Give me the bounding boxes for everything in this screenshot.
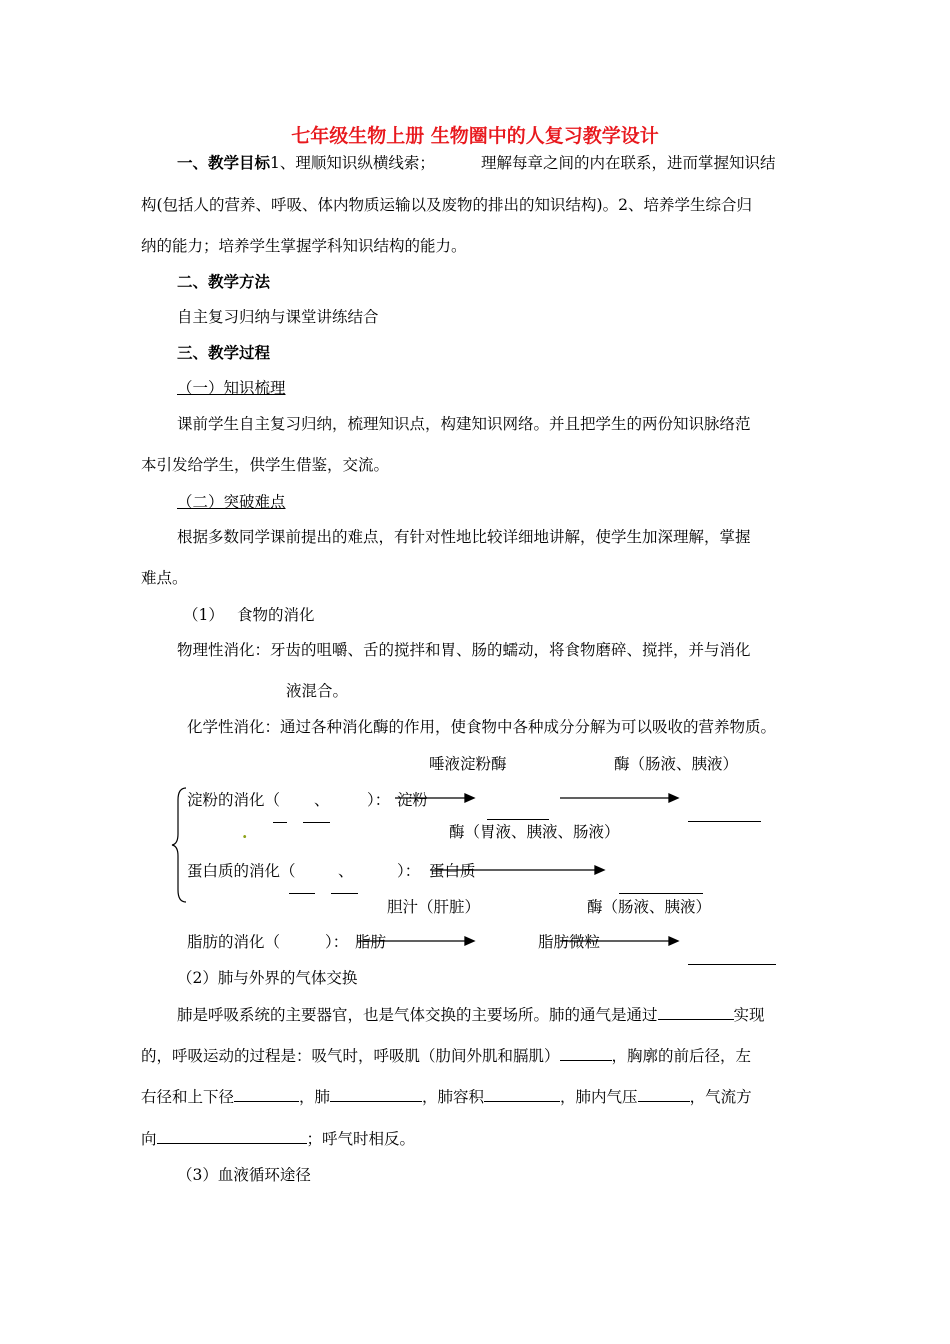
label-enzyme-gastric-pancreatic-intestinal: 酶（胃液、胰液、肠液）: [449, 823, 620, 841]
physical-digestion-text: 物理性消化：牙齿的咀嚼、舌的搅拌和胃、肠的蠕动，将食物磨碎、搅拌，并与消化: [177, 641, 751, 659]
lung-text-1b: 实现: [733, 1006, 765, 1024]
lung-text-1a: 肺是呼吸系统的主要器官，也是气体交换的主要场所。肺的通气是通过: [177, 1006, 658, 1024]
document-title: 七年级生物上册 生物圈中的人复习教学设计: [291, 125, 659, 147]
fat-product-blank: [688, 964, 776, 965]
method-text: 自主复习归纳与课堂讲练结合: [177, 308, 379, 326]
protein-blank-1: [289, 893, 315, 894]
physical-digestion-text-2: 液混合。: [286, 682, 349, 700]
starch-separator: 、: [314, 791, 330, 809]
lung-text-line1: [177, 1004, 765, 1025]
arrow-head-fat-2: [669, 937, 678, 945]
fat-word: 脂肪: [355, 933, 387, 951]
starch-label-end: ）：: [367, 791, 391, 809]
blank-muscle-state: [560, 1045, 612, 1061]
lung-text-2b: ，胸廓的前后径，左: [611, 1047, 752, 1065]
subheading-difficulty: （二）突破难点: [177, 493, 286, 511]
subheading-knowledge: （一）知识梳理: [177, 379, 286, 397]
protein-label-end: ）：: [397, 862, 421, 880]
lung-text-line2: [141, 1045, 751, 1066]
starch-label-text: 淀粉的消化（: [187, 791, 281, 809]
lung-text-2a: 的，呼吸运动的过程是：吸气时，呼吸肌（肋间外肌和膈肌）: [141, 1047, 560, 1065]
arrow-head-starch-1: [465, 794, 474, 802]
lung-text-4a: 向: [141, 1130, 157, 1148]
protein-blank-2: [331, 893, 358, 894]
starch-intermediate-blank: [487, 819, 549, 820]
arrow-head-starch-2: [669, 794, 678, 802]
lung-text-3d: ，肺内气压: [560, 1088, 638, 1106]
lung-text-line3: [141, 1086, 752, 1107]
difficulty-text-1: 根据多数同学课前提出的难点，有针对性地比较详细地讲解，使学生加深理解，掌握: [177, 528, 751, 546]
lung-heading: （2）肺与外界的气体交换: [177, 969, 358, 987]
protein-digestion-label: 蛋白质的消化（: [187, 862, 296, 880]
protein-separator: 、: [338, 862, 354, 880]
starch-product-blank: [688, 821, 761, 822]
lung-text-3a: 右径和上下径: [141, 1088, 235, 1106]
difficulty-text-2: 难点。: [141, 569, 188, 587]
lung-text-3b: ，肺: [299, 1088, 331, 1106]
blank-lung-volume: [484, 1086, 560, 1102]
lung-text-line4: [141, 1128, 415, 1149]
stray-dot: .: [242, 823, 248, 842]
objectives-text-3: 纳的能力；培养学生掌握学科知识结构的能力。: [141, 237, 467, 255]
method-heading: 二、教学方法: [177, 273, 271, 291]
fat-label-end: ）：: [325, 933, 349, 951]
process-heading: 三、教学过程: [177, 344, 271, 362]
label-saliva-amylase: 唾液淀粉酶: [429, 755, 507, 773]
blank-ventilation: [658, 1004, 734, 1020]
blank-airflow: [157, 1128, 307, 1144]
arrow-head-fat-1: [465, 937, 474, 945]
knowledge-text-1: 课前学生自主复习归纳，梳理知识点，构建知识网络。并且把学生的两份知识脉络范: [177, 415, 751, 433]
knowledge-text-2: 本引发给学生，供学生借鉴，交流。: [141, 456, 390, 474]
objectives-text-1b: 理解每章之间的内在联系，进而掌握知识结: [481, 154, 776, 172]
blank-diameter: [234, 1086, 299, 1102]
objectives-heading: 一、教学目标: [177, 154, 271, 172]
blood-circulation-heading: （3）血液循环途径: [177, 1166, 311, 1184]
protein-word: 蛋白质: [429, 862, 476, 880]
label-bile: 胆汁（肝脏）: [387, 898, 481, 916]
digestion-heading-num: （1）: [183, 606, 224, 624]
arrow-head-protein: [595, 866, 604, 874]
objectives-text-2: 构(包括人的营养、呼吸、体内物质运输以及废物的排出的知识结构)。2、培养学生综合归: [141, 196, 752, 214]
chemical-digestion-text: 化学性消化：通过各种消化酶的作用，使食物中各种成分分解为可以吸收的营养物质。: [187, 718, 777, 736]
label-enzyme-intestinal-pancreatic-2: 酶（肠液、胰液）: [587, 898, 712, 916]
blank-pressure: [638, 1086, 690, 1102]
objectives-text-1: 1、理顺知识纵横线索；: [270, 154, 435, 172]
blank-lung: [330, 1086, 422, 1102]
lung-text-3c: ，肺容积: [422, 1088, 485, 1106]
lung-text-3e: ，气流方: [689, 1088, 752, 1106]
fat-particle: 脂肪微粒: [538, 933, 601, 951]
starch-word: 淀粉: [397, 791, 429, 809]
protein-product-blank: [619, 893, 703, 894]
fat-digestion-label: 脂肪的消化（: [187, 933, 281, 951]
lung-text-4b: ；呼气时相反。: [306, 1130, 416, 1148]
digestion-heading: 食物的消化: [237, 606, 315, 624]
label-enzyme-intestinal-pancreatic-1: 酶（肠液、胰液）: [614, 755, 739, 773]
